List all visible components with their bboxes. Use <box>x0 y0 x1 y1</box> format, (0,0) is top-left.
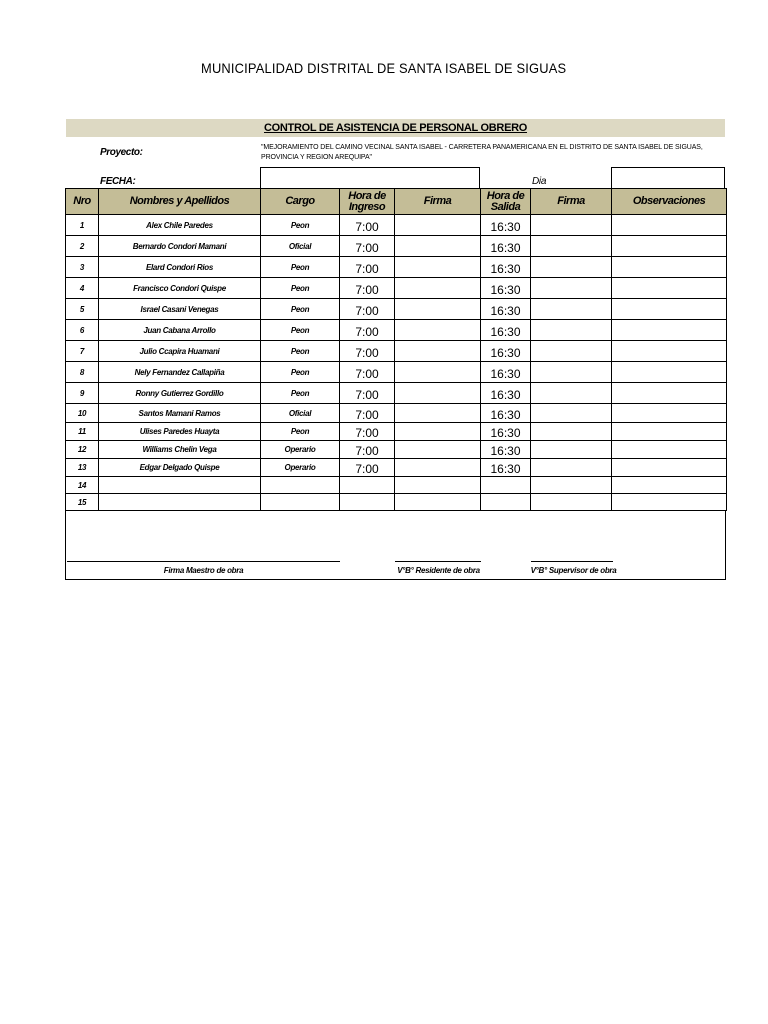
header-nombres: Nombres y Apellidos <box>99 189 261 215</box>
table-body <box>66 215 727 511</box>
cell-nombre: Williams Chelin Vega <box>99 441 261 459</box>
cell-hora-salida: 16:30 <box>481 278 531 299</box>
cell-nro: 12 <box>66 441 99 459</box>
cell-cargo: Peon <box>261 362 340 383</box>
cell-cargo: Peon <box>261 341 340 362</box>
table-row <box>66 299 727 320</box>
signature-line-supervisor <box>531 561 613 562</box>
cell-nombre: Nely Fernandez Callapiña <box>99 362 261 383</box>
cell-hora-ingreso <box>340 477 395 494</box>
form-title: CONTROL DE ASISTENCIA DE PERSONAL OBRERO <box>66 119 725 137</box>
cell-hora-salida: 16:30 <box>481 423 531 441</box>
cell-nro: 2 <box>66 236 99 257</box>
cell-firma-salida[interactable] <box>531 383 612 404</box>
cell-firma-ingreso[interactable] <box>395 257 481 278</box>
cell-firma-salida[interactable] <box>531 257 612 278</box>
cell-hora-salida: 16:30 <box>481 404 531 423</box>
header-nro: Nro <box>66 189 99 215</box>
cell-nro: 9 <box>66 383 99 404</box>
cell-nro: 4 <box>66 278 99 299</box>
cell-nro: 11 <box>66 423 99 441</box>
cell-hora-salida: 16:30 <box>481 341 531 362</box>
cell-observaciones[interactable] <box>612 320 727 341</box>
table-row <box>66 423 727 441</box>
cell-hora-ingreso: 7:00 <box>340 362 395 383</box>
cell-firma-ingreso[interactable] <box>395 236 481 257</box>
cell-observaciones[interactable] <box>612 341 727 362</box>
cell-cargo: Peon <box>261 299 340 320</box>
cell-hora-ingreso: 7:00 <box>340 257 395 278</box>
cell-nro: 6 <box>66 320 99 341</box>
header-hora-salida: Hora de Salida <box>481 189 531 215</box>
cell-observaciones[interactable] <box>612 404 727 423</box>
cell-hora-salida: 16:30 <box>481 299 531 320</box>
signature-area <box>65 511 726 580</box>
cell-hora-ingreso: 7:00 <box>340 459 395 477</box>
cell-nro: 3 <box>66 257 99 278</box>
table-row <box>66 278 727 299</box>
cell-hora-ingreso <box>340 494 395 511</box>
cell-firma-ingreso[interactable] <box>395 215 481 236</box>
cell-observaciones[interactable] <box>612 278 727 299</box>
cell-nombre: Alex Chile Paredes <box>99 215 261 236</box>
signature-line-residente <box>395 561 481 562</box>
cell-nro: 8 <box>66 362 99 383</box>
cell-nombre: Francisco Condori Quispe <box>99 278 261 299</box>
cell-firma-ingreso[interactable] <box>395 423 481 441</box>
cell-nombre: Ronny Gutierrez Gordillo <box>99 383 261 404</box>
cell-hora-ingreso: 7:00 <box>340 299 395 320</box>
cell-firma-ingreso[interactable] <box>395 477 481 494</box>
cell-firma-ingreso[interactable] <box>395 362 481 383</box>
table-row <box>66 494 727 511</box>
signature-label-supervisor: V°B° Supervisor de obra <box>530 566 617 575</box>
cell-cargo: Operario <box>261 441 340 459</box>
table-row <box>66 320 727 341</box>
cell-observaciones[interactable] <box>612 459 727 477</box>
cell-firma-salida[interactable] <box>531 362 612 383</box>
cell-firma-salida[interactable] <box>531 459 612 477</box>
cell-cargo: Peon <box>261 423 340 441</box>
cell-cargo: Peon <box>261 383 340 404</box>
cell-firma-ingreso[interactable] <box>395 459 481 477</box>
cell-hora-salida <box>481 494 531 511</box>
cell-firma-ingreso[interactable] <box>395 278 481 299</box>
cell-hora-salida: 16:30 <box>481 441 531 459</box>
dia-label: Dia <box>532 176 547 187</box>
cell-hora-ingreso: 7:00 <box>340 236 395 257</box>
cell-hora-salida: 16:30 <box>481 362 531 383</box>
header-firma-salida: Firma <box>531 189 612 215</box>
table-row <box>66 459 727 477</box>
table-row <box>66 236 727 257</box>
cell-firma-ingreso[interactable] <box>395 320 481 341</box>
cell-firma-salida[interactable] <box>531 299 612 320</box>
cell-observaciones[interactable] <box>612 299 727 320</box>
table-row <box>66 383 727 404</box>
cell-cargo: Peon <box>261 257 340 278</box>
cell-hora-ingreso: 7:00 <box>340 278 395 299</box>
cell-nro: 1 <box>66 215 99 236</box>
cell-hora-salida: 16:30 <box>481 459 531 477</box>
cell-hora-ingreso: 7:00 <box>340 404 395 423</box>
cell-firma-ingreso[interactable] <box>395 441 481 459</box>
table-row <box>66 404 727 423</box>
cell-observaciones[interactable] <box>612 383 727 404</box>
header-observaciones: Observaciones <box>612 189 727 215</box>
cell-hora-salida: 16:30 <box>481 257 531 278</box>
signature-label-maestro: Firma Maestro de obra <box>163 566 244 575</box>
cell-hora-ingreso: 7:00 <box>340 320 395 341</box>
project-description: "MEJORAMIENTO DEL CAMINO VECINAL SANTA ISABEL - CARRETERA PANAMERICANA EN EL DISTRITO DE SANTA ISABEL DE SIGUAS, PROVINCIA Y REGION AREQUIPA" <box>261 144 703 161</box>
cell-hora-salida <box>481 477 531 494</box>
cell-nombre: Bernardo Condori Mamani <box>99 236 261 257</box>
header-firma-ingreso: Firma <box>395 189 481 215</box>
cell-cargo: Oficial <box>261 404 340 423</box>
cell-nombre: Elard Condori Rios <box>99 257 261 278</box>
cell-hora-ingreso: 7:00 <box>340 341 395 362</box>
cell-nro: 15 <box>66 494 99 511</box>
table-row <box>66 477 727 494</box>
cell-nro: 5 <box>66 299 99 320</box>
cell-firma-ingreso[interactable] <box>395 299 481 320</box>
dia-field[interactable] <box>611 167 725 188</box>
cell-firma-salida[interactable] <box>531 494 612 511</box>
cell-observaciones[interactable] <box>612 257 727 278</box>
signature-line-maestro <box>67 561 340 562</box>
cell-cargo: Peon <box>261 320 340 341</box>
cell-firma-salida[interactable] <box>531 236 612 257</box>
cell-cargo: Peon <box>261 215 340 236</box>
cell-firma-salida[interactable] <box>531 341 612 362</box>
table-row <box>66 362 727 383</box>
organization-title: MUNICIPALIDAD DISTRITAL DE SANTA ISABEL DE SIGUAS <box>201 60 567 73</box>
cell-nro: 10 <box>66 404 99 423</box>
cell-nombre <box>99 494 261 511</box>
cell-firma-ingreso[interactable] <box>395 341 481 362</box>
cell-hora-ingreso: 7:00 <box>340 441 395 459</box>
cell-hora-ingreso: 7:00 <box>340 383 395 404</box>
table-row <box>66 215 727 236</box>
fecha-field[interactable] <box>260 167 480 188</box>
cell-nombre: Santos Mamani Ramos <box>99 404 261 423</box>
cell-cargo: Peon <box>261 278 340 299</box>
header-cargo: Cargo <box>261 189 340 215</box>
cell-firma-ingreso[interactable] <box>395 494 481 511</box>
cell-cargo: Oficial <box>261 236 340 257</box>
cell-nombre <box>99 477 261 494</box>
cell-cargo: Operario <box>261 459 340 477</box>
fecha-label: FECHA: <box>100 176 136 187</box>
cell-observaciones[interactable] <box>612 362 727 383</box>
cell-hora-ingreso: 7:00 <box>340 423 395 441</box>
cell-observaciones[interactable] <box>612 441 727 459</box>
cell-hora-salida: 16:30 <box>481 383 531 404</box>
attendance-table <box>65 188 727 511</box>
cell-nro: 14 <box>66 477 99 494</box>
cell-observaciones[interactable] <box>612 494 727 511</box>
cell-hora-ingreso: 7:00 <box>340 215 395 236</box>
signature-label-residente: V°B° Residente de obra <box>397 566 480 575</box>
cell-firma-salida[interactable] <box>531 215 612 236</box>
cell-nro: 7 <box>66 341 99 362</box>
header-hora-ingreso: Hora de Ingreso <box>340 189 395 215</box>
cell-firma-salida[interactable] <box>531 278 612 299</box>
cell-firma-salida[interactable] <box>531 404 612 423</box>
cell-nombre: Ulises Paredes Huayta <box>99 423 261 441</box>
cell-firma-salida[interactable] <box>531 477 612 494</box>
cell-observaciones[interactable] <box>612 236 727 257</box>
cell-observaciones[interactable] <box>612 477 727 494</box>
cell-nombre: Julio Ccapira Huamani <box>99 341 261 362</box>
table-row <box>66 341 727 362</box>
cell-nombre: Israel Casani Venegas <box>99 299 261 320</box>
cell-hora-salida: 16:30 <box>481 320 531 341</box>
cell-nro: 13 <box>66 459 99 477</box>
table-header-row <box>66 189 727 215</box>
cell-firma-salida[interactable] <box>531 423 612 441</box>
project-label: Proyecto: <box>100 147 143 158</box>
cell-cargo <box>261 494 340 511</box>
table-row <box>66 441 727 459</box>
cell-firma-ingreso[interactable] <box>395 404 481 423</box>
cell-observaciones[interactable] <box>612 423 727 441</box>
table-row <box>66 257 727 278</box>
cell-hora-salida: 16:30 <box>481 215 531 236</box>
cell-firma-ingreso[interactable] <box>395 383 481 404</box>
cell-firma-salida[interactable] <box>531 320 612 341</box>
cell-nombre: Edgar Delgado Quispe <box>99 459 261 477</box>
cell-observaciones[interactable] <box>612 215 727 236</box>
cell-nombre: Juan Cabana Arrollo <box>99 320 261 341</box>
cell-cargo <box>261 477 340 494</box>
cell-hora-salida: 16:30 <box>481 236 531 257</box>
cell-firma-salida[interactable] <box>531 441 612 459</box>
